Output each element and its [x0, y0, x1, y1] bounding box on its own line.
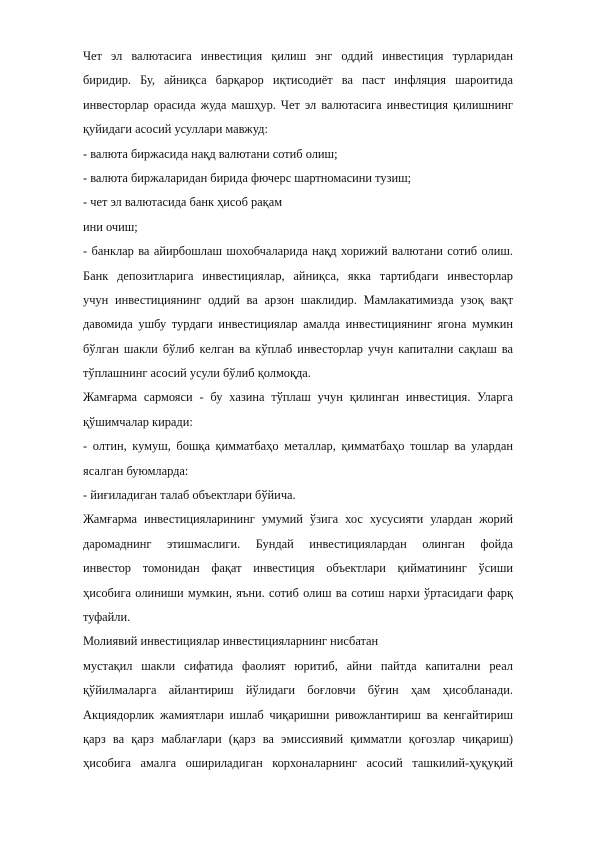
text-line: Жамғарма сармояси - бу хазина тўплаш учун қилинган инвестиция. Уларга [83, 390, 513, 405]
list-item: - валюта биржасида нақд валютани сотиб олиш; [83, 146, 338, 161]
list-item: - олтин, кумуш, бошқа қимматбаҳо металлар, қимматбаҳо тошлар ва улардан [83, 439, 513, 454]
text-line: Чет эл валютасига инвестиция қилиш энг оддий инвестиция турларидан [83, 49, 513, 63]
text-line: қарз ва қарз маблағлари (қарз ва эмиссиявий қимматли қоғозлар чиқариш) [83, 731, 513, 746]
text-line: бўлган шакли бўлиб келган ва кўплаб инвесторлар учун капитални сақлаш ва [83, 341, 513, 356]
list-item: - чет эл валютасида банк ҳисоб рақам [83, 195, 283, 210]
text-line: ҳисобига олиниши мумкин, яъни. сотиб олиш ва сотиш нархи ўртасидаги фарқ [83, 585, 513, 600]
text-line: давомида ушбу турдаги инвестициялар амалда инвестициянинг ягона мумкин [83, 317, 513, 332]
list-item: - банклар ва айирбошлаш шохобчаларида нақд хорижий валютани сотиб олиш. [83, 244, 513, 259]
document-page [83, 44, 513, 776]
text-line: қуйидаги асосий усуллари мавжуд: [83, 122, 268, 137]
text-line: Молиявий инвестициялар инвестицияларнинг нисбатан [83, 634, 379, 649]
text-line: биридир. Бу, айниқса барқарор иқтисодиёт ва паст инфляция шароитида [83, 73, 513, 88]
text-line: Акциядорлик жамиятлари ишлаб чиқаришни ривожлантириш ва кенгайтириш [83, 707, 513, 722]
text-line: туфайли. [83, 609, 131, 624]
list-item: - валюта биржаларидан бирида фючерс шартномасини тузиш; [83, 170, 412, 185]
text-line: даромаднинг этишмаслиги. Бундай инвестициялардан олинган фойда [83, 536, 513, 551]
text-line: қўшимчалар киради: [83, 414, 193, 429]
text-line: ясалган буюмларда: [83, 463, 189, 478]
text-line: инвестор томонидан фақат инвестиция объектлари қийматининг ўсиши [83, 561, 513, 576]
text-line: тўплашнинг асосий усули бўлиб қолмоқда. [83, 366, 311, 381]
text-line: қўйилмаларга айлантириш йўлидаги боғловчи бўғин ҳам ҳисобланади. [83, 683, 513, 698]
text-line: ини очиш; [83, 219, 138, 234]
text-line: Банк депозитларига инвестициялар, айниқса, якка тартибдаги инвесторлар [83, 268, 513, 283]
text-line: мустақил шакли сифатида фаолият юритиб, айни пайтда капитални реал [83, 658, 513, 673]
list-item: - йиғиладиган талаб объектлари бўйича. [83, 488, 296, 503]
text-line: учун инвестициянинг оддий ва арзон шаклидир. Мамлакатимизда узоқ вақт [83, 292, 513, 307]
text-line: ҳисобига амалга ошириладиган корхоналарнинг асосий ташкилий-ҳуқуқий [83, 756, 513, 771]
text-line: инвесторлар орасида жуда машҳур. Чет эл валютасига инвестиция қилишнинг [83, 97, 513, 112]
text-line: Жамғарма инвестицияларининг умумий ўзига хос хусусияти улардан жорий [83, 512, 513, 527]
